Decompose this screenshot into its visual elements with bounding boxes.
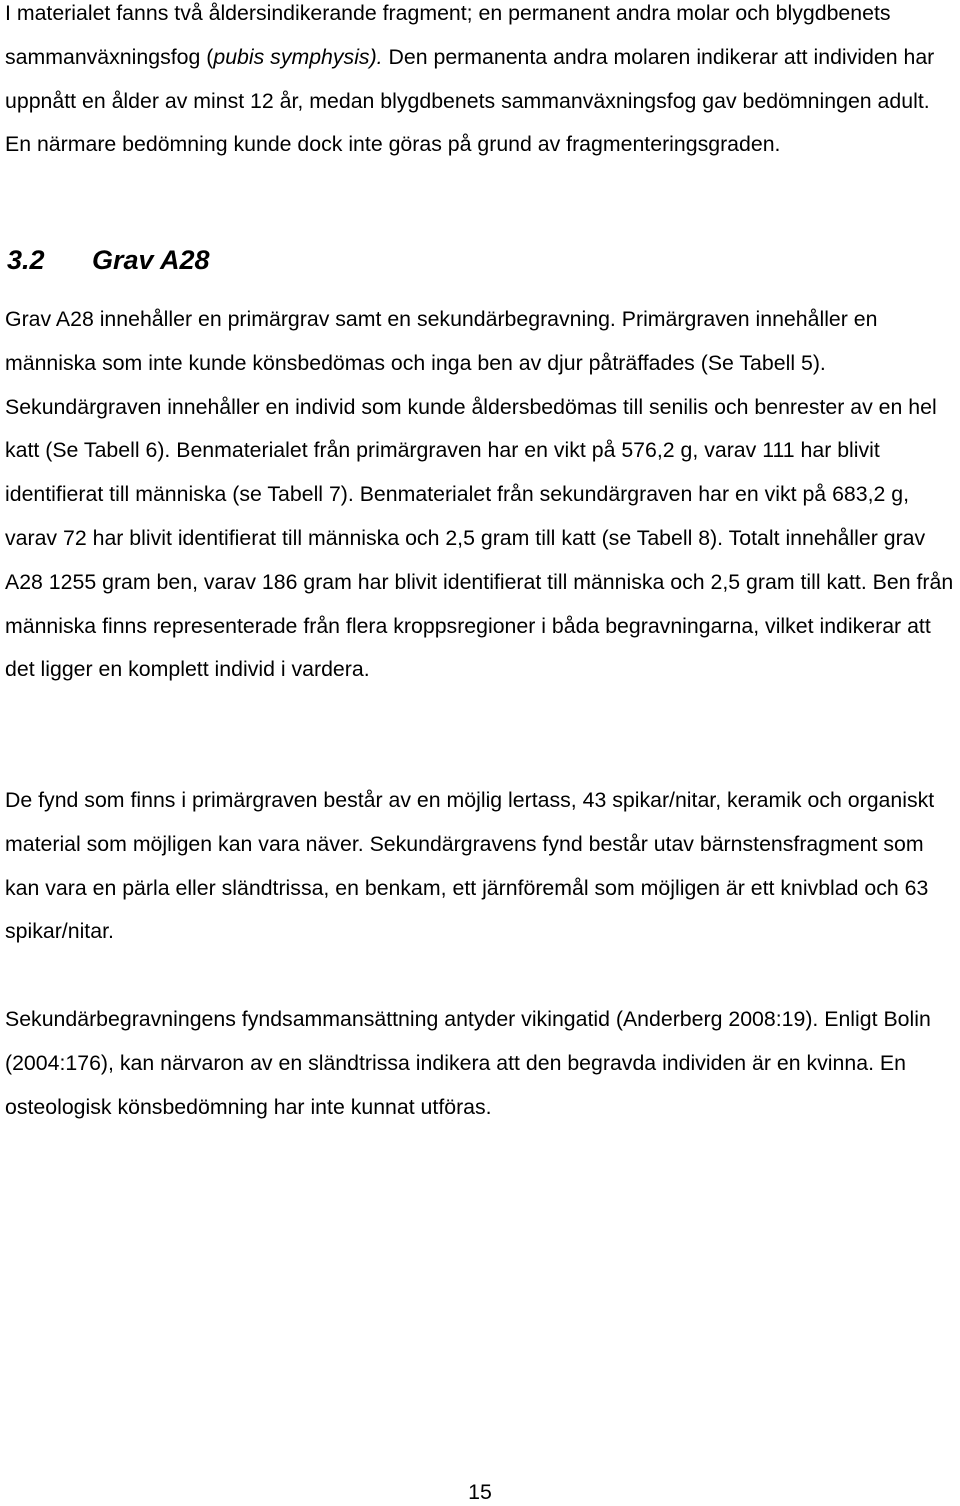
paragraph-1-text-a: I materialet fanns två åldersindikerande fragment; en permanent andra molar och blygdbenets sammanväxningsfog ( xyxy=(5,1,891,69)
paragraph-grave-a28: Grav A28 innehåller en primärgrav samt en sekundärbegravning. Primärgraven innehåller en människa som inte kunde könsbedömas och inga ben av djur påträffades (Se Tabell 5). Sekundärgraven innehåller en individ som kunde åldersbedömas till senilis och benrester av en hel katt (Se Tabell 6). Benmaterialet från primärgraven har en vikt på 576,2 g, varav 111 har blivit identifierat till människa (se Tabell 7). Benmaterialet från sekundärgraven har en vikt på 683,2 g, varav 72 har blivit identifierat till människa och 2,5 gram till katt (se Tabell 8). Totalt innehåller grav A28 1255 gram ben, varav 186 gram har blivit identifierat till människa och 2,5 gram till katt. Ben från människa finns representerade från flera kroppsregioner i båda begravningarna, vilket indikerar att det ligger en komplett individ i vardera. xyxy=(5,307,954,682)
section-heading xyxy=(7,238,210,282)
paragraph-dating: Sekundärbegravningens fyndsammansättning antyder vikingatid (Anderberg 2008:19). Enligt Bolin (2004:176), kan närvaron av en sländtrissa indikera att den begravda individen är en kvinna. En osteologisk könsbedömning har inte kunnat utföras. xyxy=(5,1007,931,1119)
paragraph-age-fragments xyxy=(5,0,957,167)
section-title: Grav A28 xyxy=(92,245,210,275)
paragraph-finds: De fynd som finns i primärgraven består av en möjlig lertass, 43 spikar/nitar, keramik och organiskt material som möjligen kan vara näver. Sekundärgravens fynd består utav bärnstensfragment som kan vara en pärla eller sländtrissa, en benkam, ett järnföremål som möjligen är ett knivblad och 63 spikar/nitar. xyxy=(5,788,935,944)
section-number: 3.2 xyxy=(7,245,45,275)
page-number: 15 xyxy=(468,1480,492,1504)
paragraph-1-text-b: Den permanenta andra molaren indikerar att individen har uppnått en ålder av minst 12 år, medan blygdbenets sammanväxningsfog gav bedömningen adult. En närmare bedömning kunde dock inte göras på grund av fragmenteringsgraden. xyxy=(5,44,935,157)
paragraph-1-italic-term: pubis symphysis). xyxy=(213,44,383,69)
